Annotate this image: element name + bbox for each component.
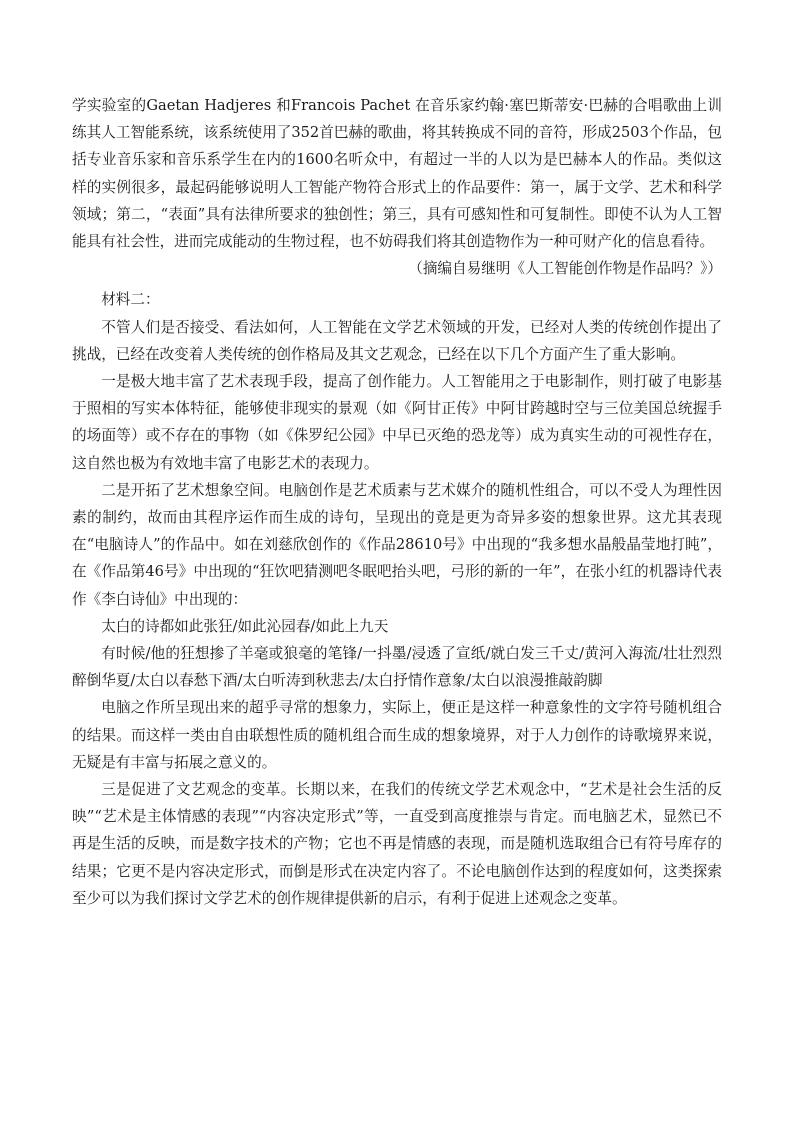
- paragraph-5: 三是促进了文艺观念的变革。长期以来，在我们的传统文学艺术观念中，“艺术是社会生活的反映”“艺术是主体情感的表现”“内容决定形式”等，一直受到高度推崇与肯定。而电脑艺术，显然已不再是生活的反映，而是数字技术的产物；它也不再是情感的表现，而是随机选取组合已有符号库存的结果；它更不是内容决定形式，而倒是形式在决定内容了。不论电脑创作达到的程度如何，这类探索至少可以为我们探讨文学艺术的创作规律提供新的启示，有利于促进上述观念之变革。: [72, 781, 722, 907]
- source-citation: （摘编自易继明《人工智能创作物是作品吗？》）: [408, 260, 722, 278]
- intro-paragraph: 学实验室的Gaetan Hadjeres 和Francois Pachet 在音乐家约翰·塞巴斯蒂安·巴赫的合唱歌曲上训练其人工智能系统，该系统使用了352首巴赫的歌曲，将其转换成不同的音符，形成2503个作品，包括专业音乐家和音乐系学生在内的1600名听众中，有超过一半的人以为是巴赫本人的作品。类似这样的实例很多，最起码能够说明人工智能产物符合形式上的作品要件：第一，属于文学、艺术和科学领域；第二，“表面”具有法律所要求的独创性；第三，具有可感知性和可复制性。即使不认为人工智能具有社会性，进而完成能动的生物过程，也不妨碍我们将其创造物作为一种可财产化的信息看待。: [72, 97, 722, 251]
- poem-line-1: 太白的诗都如此张狂/如此沁园春/如此上九天: [101, 617, 389, 635]
- poem-line-2: 有时候/他的狂想掺了羊毫或狼毫的笔锋/一抖墨/浸透了宣纸/就白发三千丈/黄河入海流/壮壮烈烈醉倒华夏/太白以春愁下酒/太白听涛到秋悲去/太白抒情作意象/太白以浪漫推敲韵脚: [72, 645, 722, 690]
- material-two-heading: 材料二：: [101, 291, 160, 309]
- paragraph-4: 电脑之作所呈现出来的超乎寻常的想象力，实际上，便正是这样一种意象性的文字符号随机组合的结果。而这样一类由自由联想性质的随机组合而生成的想象境界，对于人力创作的诗歌境界来说，无疑是有丰富与拓展之意义的。: [72, 699, 722, 771]
- paragraph-3: 二是开拓了艺术想象空间。电脑创作是艺术质素与艺术媒介的随机性组合，可以不受人为理性因素的制约，故而由其程序运作而生成的诗句，呈现出的竟是更为奇异多姿的想象世界。这尤其表现在“电脑诗人”的作品中。如在刘慈欣创作的《作品28610号》中出现的“我多想水晶般晶莹地打盹”，在《作品第46号》中出现的“狂饮吧猜测吧冬眠吧抬头吧，弓形的新的一年”，在张小红的机器诗代表作《李白诗仙》中出现的：: [72, 481, 722, 608]
- document-page: [72, 92, 722, 912]
- paragraph-2: 一是极大地丰富了艺术表现手段，提高了创作能力。人工智能用之于电影制作，则打破了电影基于照相的写实本体特征，能够使非现实的景观（如《阿甘正传》中阿甘跨越时空与三位美国总统握手的场面等）或不存在的事物（如《侏罗纪公园》中早已灭绝的恐龙等）成为真实生动的可视性存在，这自然也极为有效地丰富了电影艺术的表现力。: [72, 373, 722, 472]
- paragraph-1: 不管人们是否接受、看法如何，人工智能在文学艺术领域的开发，已经对人类的传统创作提出了挑战，已经在改变着人类传统的创作格局及其文艺观念，已经在以下几个方面产生了重大影响。: [72, 318, 722, 363]
